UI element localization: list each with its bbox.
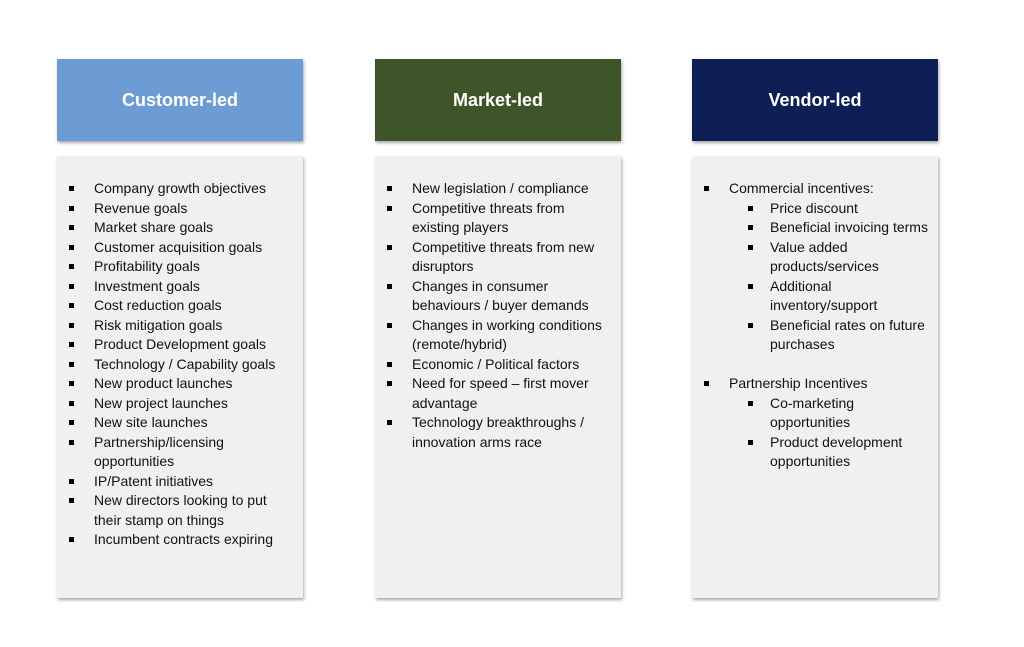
sub-list-item: Co-marketing opportunities <box>704 394 930 433</box>
header-customer-led <box>57 59 303 141</box>
list-item: New directors looking to put their stamp on things <box>69 491 295 530</box>
sub-list-item: Beneficial invoicing terms <box>704 218 930 238</box>
list-item: Cost reduction goals <box>69 296 295 316</box>
list-item: New site launches <box>69 413 295 433</box>
list-spacer <box>704 355 930 375</box>
list-item: New product launches <box>69 374 295 394</box>
list-item: Economic / Political factors <box>387 355 613 375</box>
list-item: Need for speed – first mover advantage <box>387 374 613 413</box>
item-list <box>69 179 295 550</box>
column-title: Customer-led <box>121 89 238 110</box>
list-item: IP/Patent initiatives <box>69 472 295 492</box>
list-item: Revenue goals <box>69 199 295 219</box>
list-item: Company growth objectives <box>69 179 295 199</box>
list-item: New project launches <box>69 394 295 414</box>
sub-list-item: Value added products/services <box>704 238 930 277</box>
list-item: Technology breakthroughs / innovation arms race <box>387 413 613 452</box>
list-item: New legislation / compliance <box>387 179 613 199</box>
list-item: Commercial incentives: <box>704 179 930 199</box>
sub-list-item: Product development opportunities <box>704 433 930 472</box>
header-market-led <box>375 59 621 141</box>
sub-list-item: Beneficial rates on future purchases <box>704 316 930 355</box>
list-item: Customer acquisition goals <box>69 238 295 258</box>
list-item: Risk mitigation goals <box>69 316 295 336</box>
item-list <box>387 179 613 452</box>
list-item: Partnership/licensing opportunities <box>69 433 295 472</box>
list-item: Investment goals <box>69 277 295 297</box>
sub-list-item: Additional inventory/support <box>704 277 930 316</box>
list-item: Product Development goals <box>69 335 295 355</box>
panel-vendor-led <box>692 156 938 598</box>
header-vendor-led <box>692 59 938 141</box>
column-title: Market-led <box>452 89 544 110</box>
list-item: Incumbent contracts expiring <box>69 530 295 550</box>
list-item: Competitive threats from new disruptors <box>387 238 613 277</box>
list-item: Market share goals <box>69 218 295 238</box>
item-list <box>704 179 930 472</box>
list-item: Competitive threats from existing players <box>387 199 613 238</box>
list-item: Profitability goals <box>69 257 295 277</box>
panel-market-led <box>375 156 621 598</box>
panel-customer-led <box>57 156 303 598</box>
sub-list-item: Price discount <box>704 199 930 219</box>
list-item: Partnership Incentives <box>704 374 930 394</box>
list-item: Changes in consumer behaviours / buyer demands <box>387 277 613 316</box>
column-title: Vendor-led <box>768 89 862 110</box>
list-item: Changes in working conditions (remote/hybrid) <box>387 316 613 355</box>
list-item: Technology / Capability goals <box>69 355 295 375</box>
